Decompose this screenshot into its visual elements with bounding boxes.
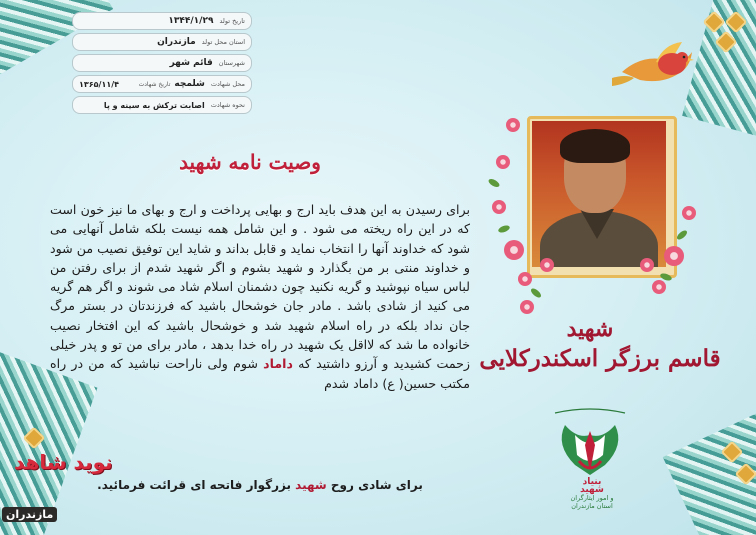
logo-line3: و امور ایثارگران — [570, 494, 614, 502]
closing-part2: بزرگوار فاتحه ای قرائت فرمائید. — [97, 478, 296, 492]
flower-icon — [664, 246, 684, 266]
flower-icon — [652, 280, 666, 294]
will-text-part1: برای رسیدن به این هدف باید ارج و بهایی پرداخت و ارج و بهای ما نیز خون است که در این راه ریخته می شود . و این شامل همه نیست بلکه شامل آنهایی می شود که خداوند آنها را انتخاب نماید و قابل بداند و شاید این توفیق نصیب من شود و خداوند منتی بر من بگذارد و شهید بشوم و اگر شهید شدم از برای رفتن من لباس سیاه نپوشید و گریه نکنید چون دشمنان اسلام شاد می شوند و اگر هم گریه می کنید از شادی باشد . مادر جان خوشحال باشید که فرزندتان در بستر مرگ جان نداد بلکه در راه اسلام شهید شد و خوشحال باشید که این افتخار نصیب خانواده ما شد که لااقل یک شهید در راه خدا بدهد ، مادر برای من تو و پدر خیلی زحمت کشیدید و آرزو داشتید که — [50, 202, 470, 372]
flower-icon — [682, 206, 696, 220]
info-birth-date — [72, 12, 252, 30]
logo-line1: بنیاد — [582, 477, 602, 487]
foundation-logo-text — [548, 478, 636, 510]
leaf-icon — [497, 224, 510, 234]
flower-icon — [518, 272, 532, 286]
info-martyrdom-place-date — [72, 75, 252, 93]
birth-date-label: تاریخ تولد — [219, 17, 245, 25]
logo-line2: شهید — [580, 485, 604, 495]
leaf-icon — [675, 229, 688, 241]
martyr-portrait — [532, 121, 666, 267]
city-label: شهرستان — [218, 59, 245, 67]
will-text-part2: شوم ولی ناراحت نباشید که من در راه مکتب حسین( ع) داماد شدم — [50, 356, 470, 391]
leaf-icon — [529, 287, 542, 299]
martyrdom-place-label: محل شهادت — [210, 80, 245, 88]
flower-icon — [496, 155, 510, 169]
martyrdom-date-value: ۱۳۶۵/۱۱/۴ — [79, 79, 120, 89]
info-martyrdom-manner — [72, 96, 252, 114]
martyr-name: قاسم برزگر اسکندرکلایی — [479, 345, 721, 372]
brand-subtitle: مازندران — [2, 507, 57, 522]
flower-icon — [504, 240, 524, 260]
will-text-highlight: داماد — [263, 356, 293, 372]
martyrdom-date-label: تاریخ شهادت — [138, 80, 171, 88]
martyrdom-place-value: شلمچه — [174, 79, 205, 89]
city-value: قائم شهر — [169, 58, 213, 68]
flower-icon — [506, 118, 520, 132]
flower-icon — [492, 200, 506, 214]
birth-date-value: ۱۳۴۴/۱/۲۹ — [168, 16, 214, 26]
martyr-info-table — [72, 12, 252, 117]
flower-icon — [540, 258, 554, 272]
flower-icon — [520, 300, 534, 314]
info-birth-province — [72, 33, 252, 51]
brand-logo: نوید شاهد — [14, 450, 113, 474]
flower-icon — [640, 258, 654, 272]
closing-highlight: شهید — [295, 478, 327, 492]
closing-line — [60, 478, 460, 492]
leaf-icon — [487, 177, 500, 188]
will-title: وصیت نامه شهید — [179, 150, 321, 174]
will-text — [50, 200, 470, 393]
birth-province-value: مازندران — [157, 37, 196, 47]
martyrdom-manner-label: نحوه شهادت — [210, 101, 245, 109]
martyr-label: شهید — [566, 316, 614, 342]
info-city — [72, 54, 252, 72]
martyrdom-manner-value: اصابت ترکش به سینه و پا — [103, 100, 205, 110]
bird-icon — [612, 34, 698, 94]
logo-line4: استان مازندران — [571, 502, 613, 510]
birth-province-label: استان محل تولد — [201, 38, 245, 46]
closing-part1: برای شادی روح — [326, 478, 423, 492]
